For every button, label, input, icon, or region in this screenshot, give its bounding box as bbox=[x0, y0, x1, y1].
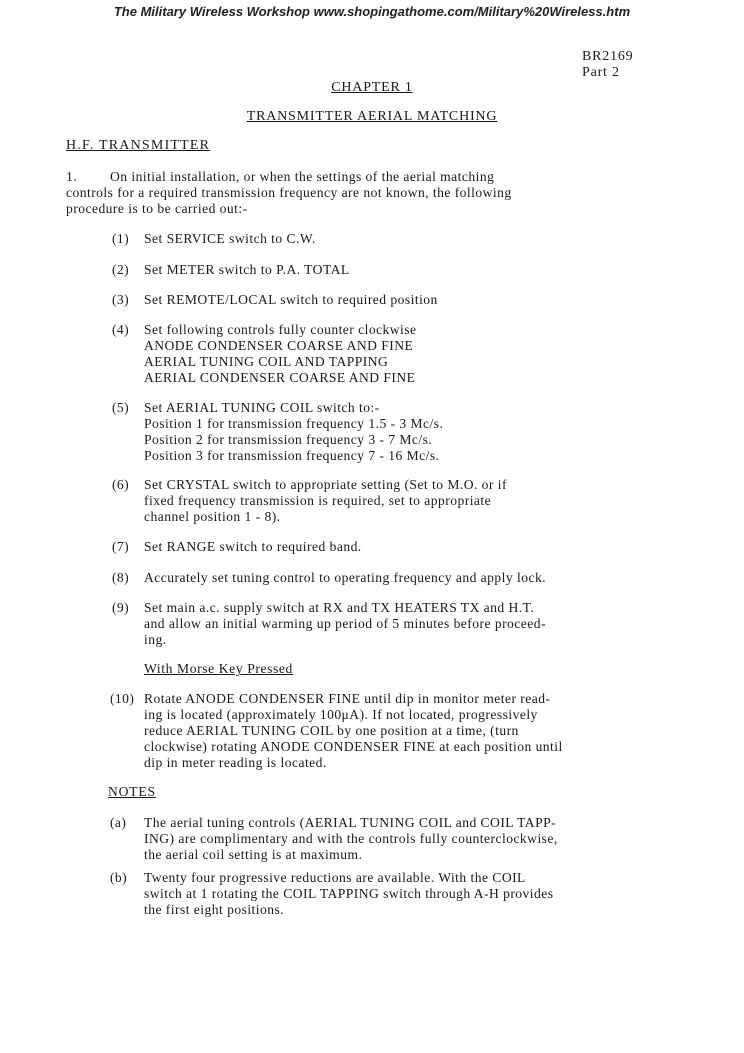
step-line: Accurately set tuning control to operating frequency and apply lock. bbox=[144, 570, 547, 585]
note-line: the aerial coil setting is at maximum. bbox=[144, 847, 363, 862]
step-line: channel position 1 - 8). bbox=[144, 509, 281, 524]
subheading-morse-key: With Morse Key Pressed bbox=[144, 661, 293, 676]
paragraph-line: procedure is to be carried out:- bbox=[66, 201, 248, 216]
chapter-title: TRANSMITTER AERIAL MATCHING bbox=[246, 109, 498, 124]
step-line: ing is located (approximately 100μA). If not located, progressively bbox=[144, 707, 538, 722]
step-line: Set METER switch to P.A. TOTAL bbox=[144, 262, 350, 277]
step-line: dip in meter reading is located. bbox=[144, 755, 327, 770]
step-number: (7) bbox=[112, 539, 130, 554]
step-line: Set REMOTE/LOCAL switch to required position bbox=[144, 292, 438, 307]
step-number: (1) bbox=[112, 231, 130, 246]
step-line: Set RANGE switch to required band. bbox=[144, 539, 362, 554]
note-line: switch at 1 rotating the COIL TAPPING switch through A-H provides bbox=[144, 886, 554, 901]
step-number: (2) bbox=[112, 262, 130, 277]
step-line: and allow an initial warming up period of 5 minutes before proceed- bbox=[144, 616, 546, 631]
step-line: ANODE CONDENSER COARSE AND FINE bbox=[144, 338, 414, 353]
paragraph-line: On initial installation, or when the settings of the aerial matching bbox=[110, 169, 495, 184]
part-label: Part 2 bbox=[582, 65, 620, 80]
site-header-banner: The Military Wireless Workshop www.shopingathome.com/Military%20Wireless.htm bbox=[113, 4, 631, 19]
note-line: Twenty four progressive reductions are available. With the COIL bbox=[144, 870, 526, 885]
paragraph-line: controls for a required transmission frequency are not known, the following bbox=[66, 185, 512, 200]
note-line: ING) are complimentary and with the controls fully counterclockwise, bbox=[144, 831, 558, 846]
note-label: (b) bbox=[110, 870, 128, 885]
step-line: Set AERIAL TUNING COIL switch to:- bbox=[144, 400, 380, 415]
step-number: (3) bbox=[112, 292, 130, 307]
step-line: Position 3 for transmission frequency 7 - 16 Mc/s. bbox=[144, 448, 440, 463]
step-number: (4) bbox=[112, 322, 130, 337]
step-line: Position 1 for transmission frequency 1.5 - 3 Mc/s. bbox=[144, 416, 444, 431]
step-number: (10) bbox=[110, 691, 135, 706]
step-line: Rotate ANODE CONDENSER FINE until dip in monitor meter read- bbox=[144, 691, 551, 706]
step-line: AERIAL TUNING COIL AND TAPPING bbox=[144, 354, 389, 369]
step-line: Set following controls fully counter clockwise bbox=[144, 322, 417, 337]
step-number: (5) bbox=[112, 400, 130, 415]
step-line: Position 2 for transmission frequency 3 - 7 Mc/s. bbox=[144, 432, 433, 447]
step-number: (9) bbox=[112, 600, 130, 615]
notes-heading: NOTES bbox=[108, 784, 156, 799]
step-number: (6) bbox=[112, 477, 130, 492]
step-line: fixed frequency transmission is required, set to appropriate bbox=[144, 493, 492, 508]
step-line: clockwise) rotating ANODE CONDENSER FINE at each position until bbox=[144, 739, 563, 754]
step-line: ing. bbox=[144, 632, 167, 647]
chapter-heading: CHAPTER 1 bbox=[331, 80, 413, 95]
step-number: (8) bbox=[112, 570, 130, 585]
step-line: AERIAL CONDENSER COARSE AND FINE bbox=[144, 370, 416, 385]
document-reference: BR2169 bbox=[582, 49, 634, 64]
note-line: The aerial tuning controls (AERIAL TUNING COIL and COIL TAPP- bbox=[144, 815, 557, 830]
step-line: Set SERVICE switch to C.W. bbox=[144, 231, 316, 246]
note-label: (a) bbox=[110, 815, 127, 830]
paragraph-number: 1. bbox=[66, 169, 77, 184]
step-line: Set CRYSTAL switch to appropriate setting (Set to M.O. or if bbox=[144, 477, 507, 492]
step-line: Set main a.c. supply switch at RX and TX HEATERS TX and H.T. bbox=[144, 600, 535, 615]
step-line: reduce AERIAL TUNING COIL by one position at a time, (turn bbox=[144, 723, 519, 738]
section-heading: H.F. TRANSMITTER bbox=[66, 138, 211, 153]
note-line: the first eight positions. bbox=[144, 902, 285, 917]
